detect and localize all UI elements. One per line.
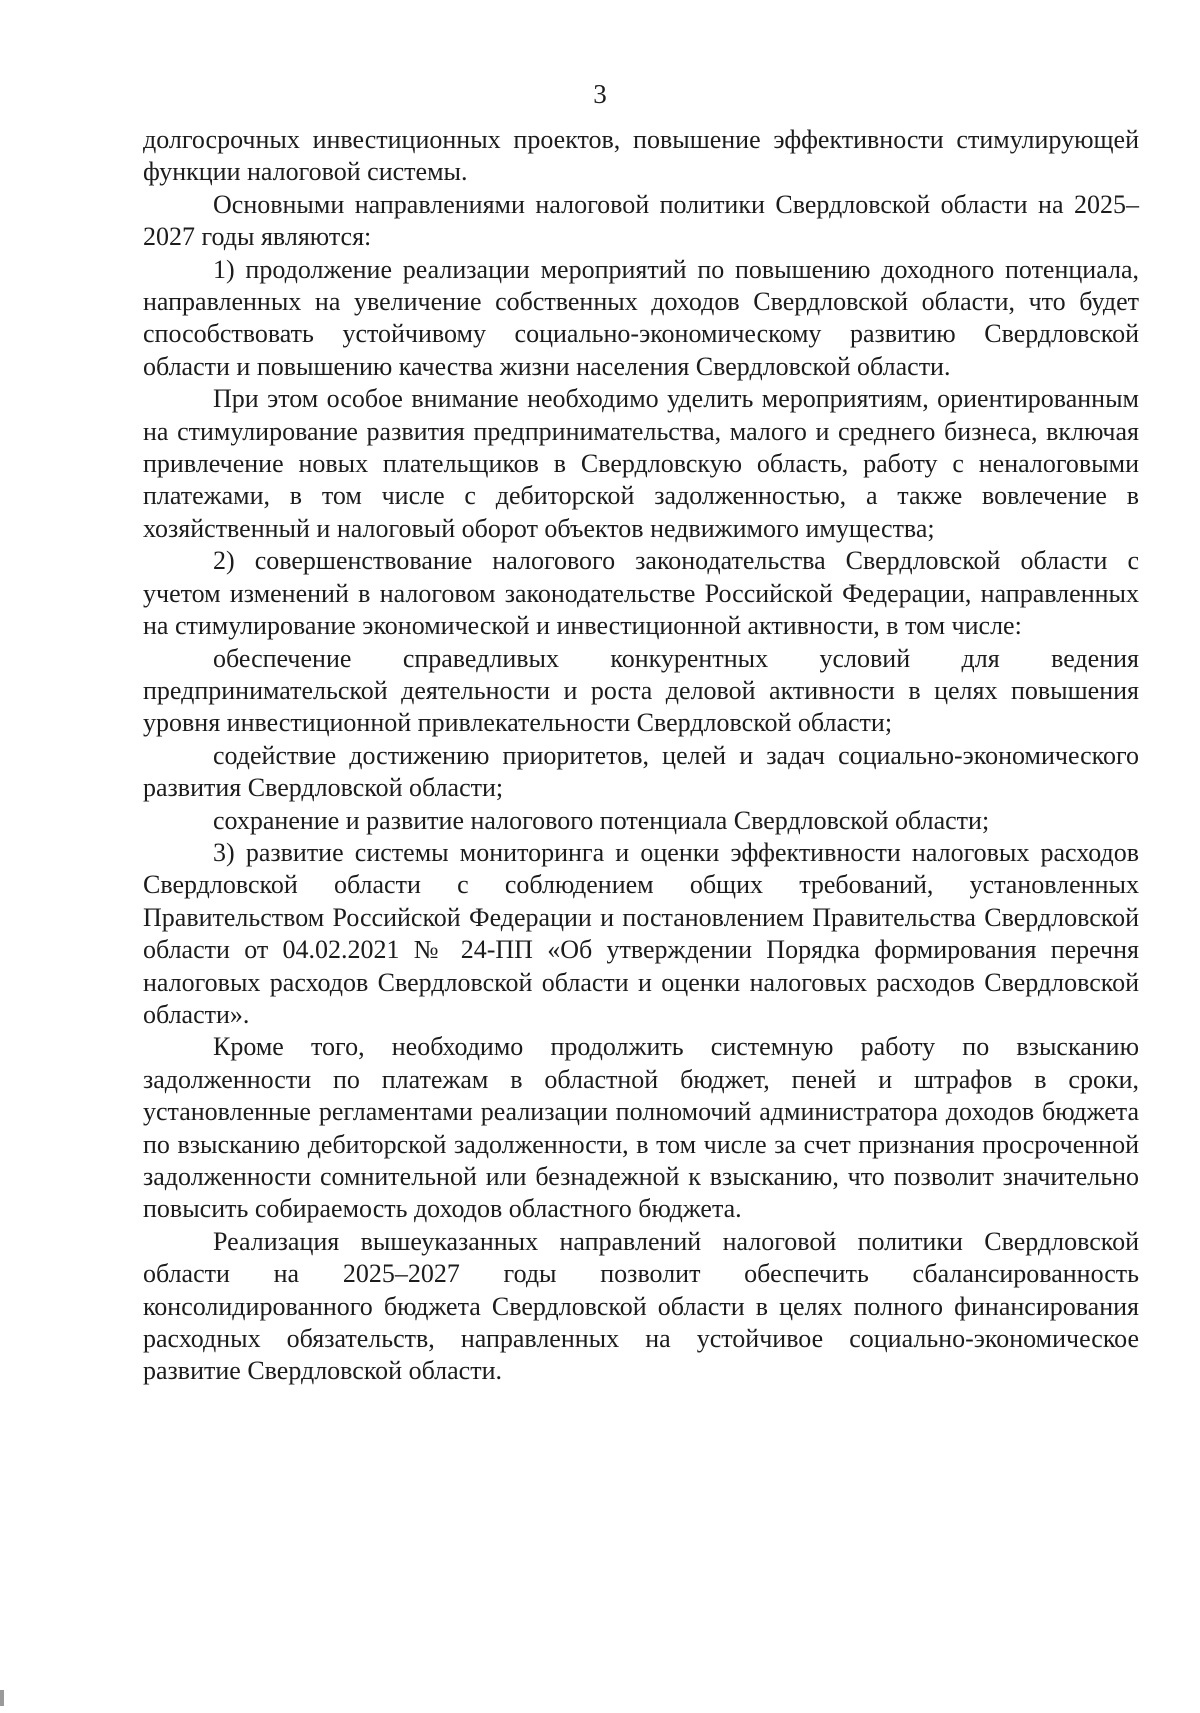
paragraph: Реализация вышеуказанных направлений налоговой политики Свердловской области на 2025–2027 годы позволит обеспечить сбалансированность консолидированного бюджета Свердловской области в целях полного финансирования расходных обязательств, направленных на устойчивое социально-экономическое развитие Свердловской области. xyxy=(143,1226,1139,1386)
sub-list-item: сохранение и развитие налогового потенциала Свердловской области; xyxy=(213,805,990,835)
paragraph: Основными направлениями налоговой политики Свердловской области на 2025–2027 годы являются: xyxy=(143,189,1139,252)
list-item: 2) совершенствование налогового законодательства Свердловской области с учетом изменений в налоговом законодательстве Российской Федерации, направленных на стимулирование экономической и инвестиционной активности, в том числе: xyxy=(143,546,1139,641)
sub-list-item: содействие достижению приоритетов, целей и задач социально-экономического развития Свердловской области; xyxy=(143,740,1139,803)
paragraph: Кроме того, необходимо продолжить системную работу по взысканию задолженности по платежам в областной бюджет, пеней и штрафов в сроки, установленные регламентами реализации полномочий администратора доходов бюджета по взысканию дебиторской задолженности, в том числе за счет признания просроченной задолженности сомнительной или безнадежной к взысканию, что позволит значительно повысить собираемость доходов областного бюджета. xyxy=(143,1032,1139,1224)
page-number: 3 xyxy=(593,79,607,109)
sub-list-item: обеспечение справедливых конкурентных условий для ведения предпринимательской деятельности и роста деловой активности в целях повышения уровня инвестиционной привлекательности Свердловской области; xyxy=(143,643,1139,738)
list-item: 1) продолжение реализации мероприятий по повышению доходного потенциала, направленных на увеличение собственных доходов Свердловской области, что будет способствовать устойчивому социально-экономическому развитию Свердловской области и повышению качества жизни населения Свердловской области. xyxy=(143,254,1139,381)
paragraph: При этом особое внимание необходимо уделить мероприятиям, ориентированным на стимулирование развития предпринимательства, малого и среднего бизнеса, включая привлечение новых плательщиков в Свердловскую область, работу с неналоговыми платежами, в том числе с дебиторской задолженностью, а также вовлечение в хозяйственный и налоговый оборот объектов недвижимого имущества; xyxy=(143,384,1139,543)
document-body xyxy=(143,124,1139,1388)
list-item: 3) развитие системы мониторинга и оценки эффективности налоговых расходов Свердловской области с соблюдением общих требований, установленных Правительством Российской Федерации и постановлением Правительства Свердловской области от 04.02.2021 № 24-ПП «Об утверждении Порядка формирования перечня налоговых расходов Свердловской области и оценки налоговых расходов Свердловской области». xyxy=(143,837,1139,1029)
paragraph: долгосрочных инвестиционных проектов, повышение эффективности стимулирующей функции налоговой системы. xyxy=(143,125,1139,187)
scan-edge-mark xyxy=(0,1690,4,1706)
